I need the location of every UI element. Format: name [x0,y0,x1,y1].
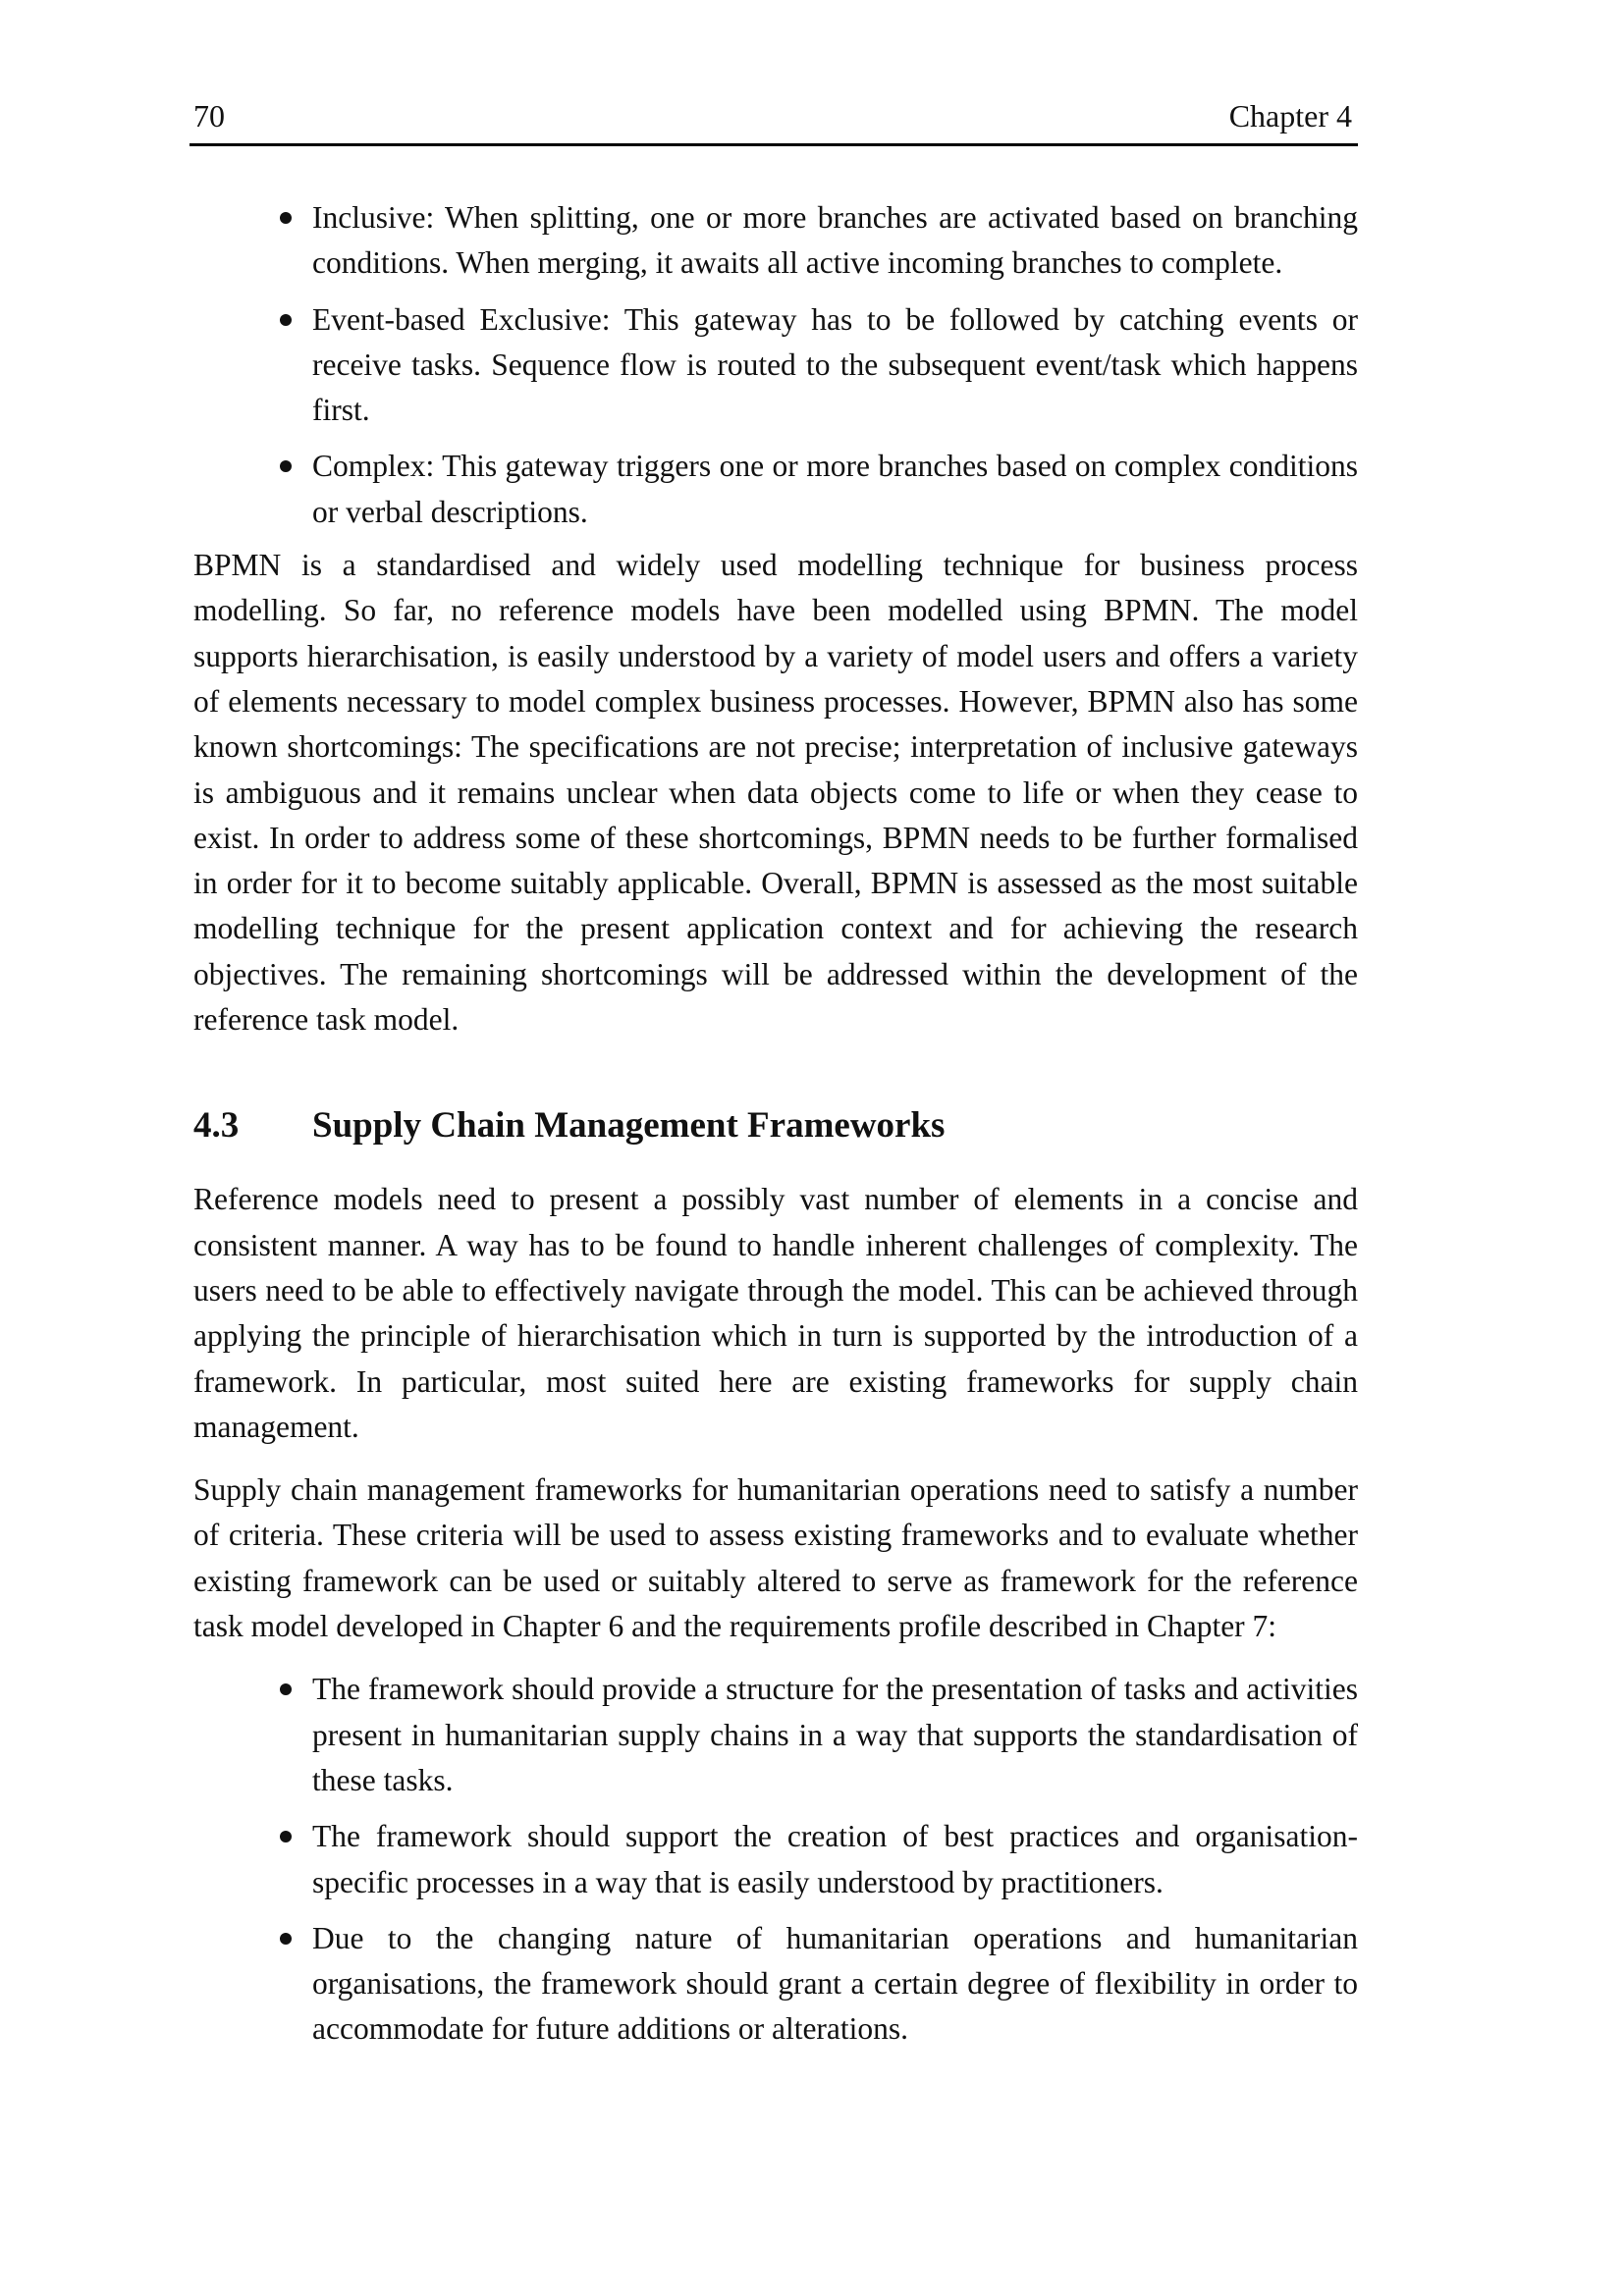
bullet-icon [280,314,292,326]
bullet-icon [280,1683,292,1695]
paragraph-criteria: Supply chain management frameworks for humanitarian operations need to satisfy a number of criteria. These criteria will be used to assess existing frameworks and to evaluate whether existing framework can be used or suitably altered to serve as framework for the reference task model developed in Chapter 6 and the requirements profile described in Chapter 7: [193,1472,1358,1644]
section-heading [193,1103,1358,1148]
list-item: The framework should support the creation of best practices and organisation-specific processes in a way that is easily understood by practitioners. [312,1814,1358,1905]
body-text [193,195,1358,2063]
paragraph-bpmn-assessment: BPMN is a standardised and widely used modelling technique for business process modelling. So far, no reference models have been modelled using BPMN. The model supports hierarchisation, is easily understood by a variety of model users and offers a variety of elements necessary to model complex business processes. However, BPMN also has some known shortcomings: The specifications are not precise; interpretation of inclusive gateways is ambiguous and it remains unclear when data objects come to life or when they cease to exist. In order to address some of these shortcomings, BPMN needs to be further formalised in order for it to become suitably applicable. Overall, BPMN is assessed as the most suitable modelling technique for the present application context and for achieving the research objectives. The remaining shortcomings will be addressed within the development of the reference task model. [193,548,1358,1038]
section-title: Supply Chain Management Frameworks [312,1105,946,1147]
page-number: 70 [193,98,225,133]
gateway-type-list [193,195,1358,535]
criteria-list [193,1667,1358,2052]
bullet-icon [280,460,292,472]
list-item: The framework should provide a structure for the presentation of tasks and activities present in humanitarian supply chains in a way that supports the standardisation of these tasks. [312,1667,1358,1803]
bullet-icon [280,1933,292,1945]
list-item: Event-based Exclusive: This gateway has to be followed by catching events or receive tasks. Sequence flow is routed to the subsequent event/task which happens first. [312,297,1358,434]
list-item: Complex: This gateway triggers one or more branches based on complex conditions or verbal descriptions. [312,444,1358,535]
list-item: Inclusive: When splitting, one or more branches are activated based on branching conditions. When merging, it awaits all active incoming branches to complete. [312,195,1358,287]
list-item: Due to the changing nature of humanitarian operations and humanitarian organisations, the framework should grant a certain degree of flexibility in order to accommodate for future additions or alterations. [312,1916,1358,2053]
paragraph-reference-models: Reference models need to present a possibly vast number of elements in a concise and consistent manner. A way has to be found to handle inherent challenges of complexity. The users need to be able to effectively navigate through the model. This can be achieved through applying the principle of hierarchisation which in turn is supported by the introduction of a framework. In particular, most suited here are existing frameworks for supply chain management. [193,1182,1358,1444]
bullet-icon [280,212,292,224]
section-number: 4.3 [193,1105,240,1147]
chapter-label: Chapter 4 [1228,98,1352,133]
bullet-icon [280,1831,292,1842]
running-header [193,96,1358,135]
header-rule [189,143,1358,146]
